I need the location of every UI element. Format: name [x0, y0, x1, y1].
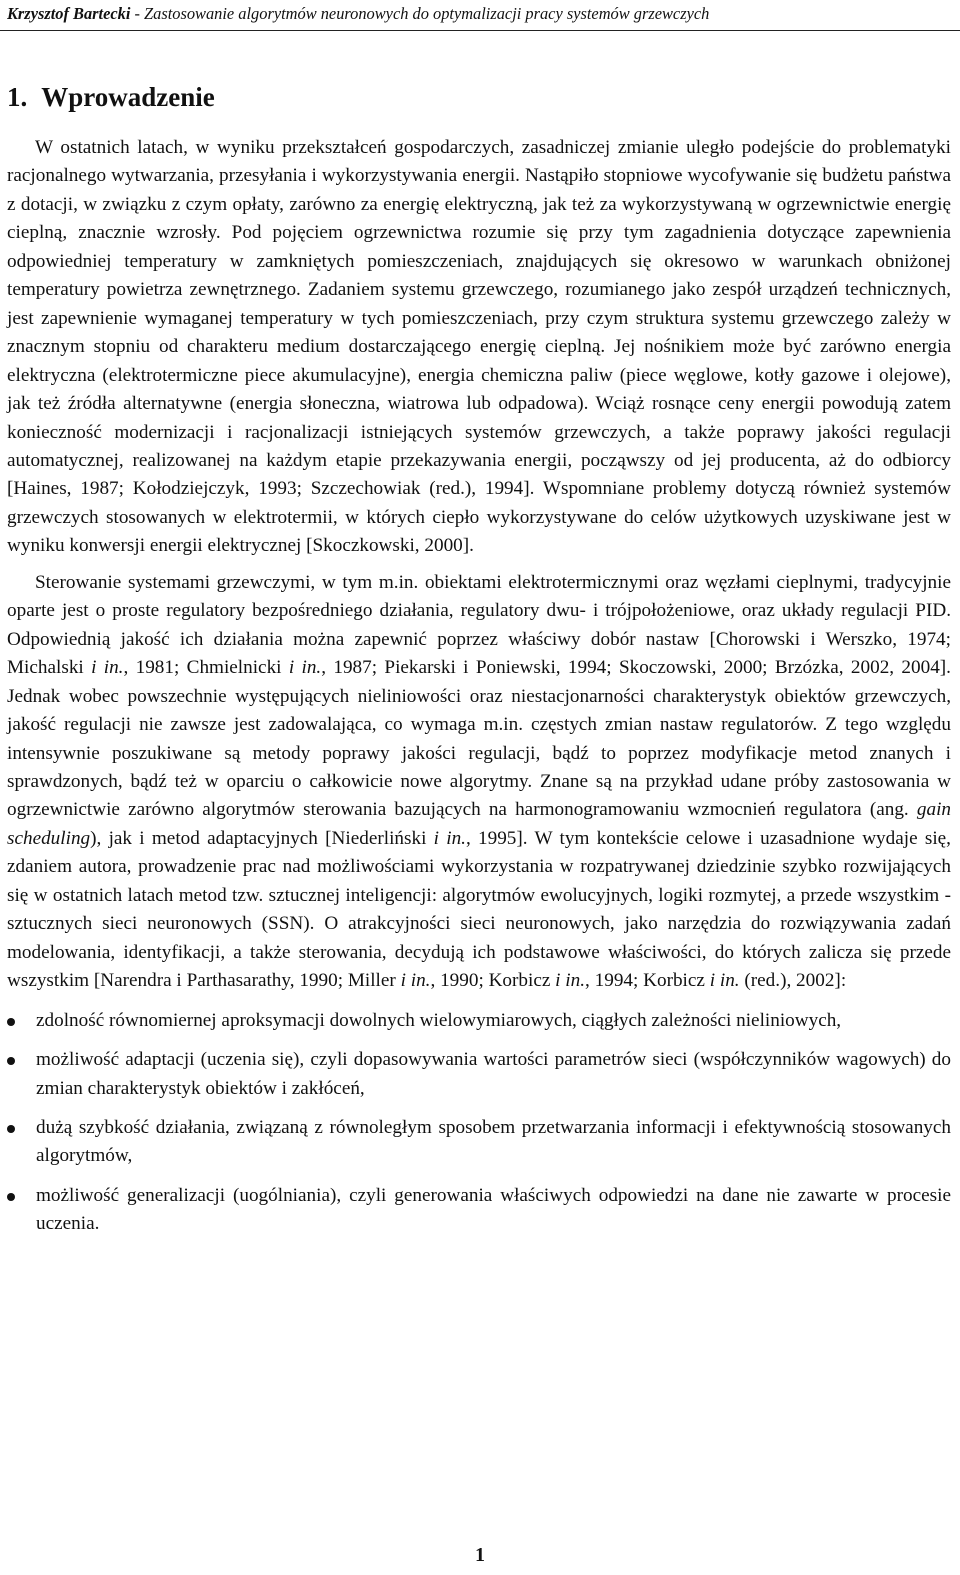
et-al-italic: i in. [400, 970, 431, 992]
property-list [7, 1007, 951, 1239]
paragraph-2-part: (red.), 2002]: [739, 970, 847, 992]
paragraph-2-part: , 1994; Korbicz [585, 970, 710, 992]
gain-scheduling-italic: gain scheduling [7, 799, 951, 849]
body-text [7, 134, 951, 1250]
et-al-italic: i in. [91, 657, 124, 679]
paragraph-1: W ostatnich latach, w wyniku przekształceń gospodarczych, zasadniczej zmianie uległo podejście do problematyki racjonalnego wytwarzania, przesyłania i wykorzystywania energii. Nastąpiło stopniowe wycofywanie się budżetu państwa z dotacji, w związku z czym opłaty, zarówno za energię elektryczną, jak też za wykorzystywaną w ogrzewnictwie energię cieplną, znacznie wzrosły. Pod pojęciem ogrzewnictwa rozumie się przy tym zagadnienia dotyczące zapewnienia odpowiedniej temperatury w zamkniętych pomieszczeniach, znajdujących się okresowo w warunkach obniżonej temperatury powietrza zewnętrznego. Zadaniem systemu grzewczego, rozumianego jako zespół urządzeń technicznych, jest zapewnienie wymaganej temperatury w tych pomieszczeniach, przy czym struktura systemu grzewczego zależy w znacznym stopniu od charakteru medium dostarczającego energię cieplną. Jej nośnikiem może być zarówno energia elektryczna (elektrotermiczne piece akumulacyjne), energia chemiczna paliw (piece węglowe, kotły gazowe i olejowe), jak też źródła alternatywne (energia słoneczna, wiatrowa lub odpadowa). Wciąż rosnące ceny energii powodują zatem konieczność modernizacji i racjonalizacji istniejących systemów grzewczych, a także poprawy jakości regulacji automatycznej, realizowanej na każdym etapie przekazywania energii, począwszy od jej producenta, aż do odbiorcy [Haines, 1987; Kołodziejczyk, 1993; Szczechowiak (red.), 1994]. Wspomniane problemy dotyczą również systemów grzewczych stosowanych w elektrotermii, w których ciepło wykorzystywane do celów użytkowych uzyskiwane jest w wyniku konwersji energii elektrycznej [Skoczkowski, 2000]. [7, 137, 951, 557]
paragraph-2-part: , 1987; Piekarski i Poniewski, 1994; Skoczowski, 2000; Brzózka, 2002, 2004]. Jednak wobec powszechnie występujących nieliniowości oraz niestacjonarności charakterystyk obiektów grzewczych, jakość regulacji nie zawsze jest zadowalająca, co wymaga m.in. częstych zmian nastaw regulatorów. Z tego względu intensywnie poszukiwane są metody poprawy jakości regulacji, bądź to poprzez modyfikacje metod znanych i sprawdzonych, bądź też w oparciu o całkowicie nowe algorytmy. Znane są na przykład udane próby zastosowania w ogrzewnictwie zarówno algorytmów sterowania bazujących na harmonogramowaniu wzmocnień regulatora (ang. [7, 657, 951, 821]
section-heading [7, 81, 215, 113]
paragraph-2-part: , 1995]. W tym kontekście celowe i uzasadnione wydaje się, zdaniem autora, prowadzenie prac nad możliwościami wykorzystania w rozpatrywanej dziedzinie szybko rozwijających się w ostatnich latach metod tzw. sztucznej inteligencji: algorytmów ewolucyjnych, logiki rozmytej, a przede wszystkim - sztucznych sieci neuronowych (SSN). O atrakcyjności sieci neuronowych, jako narzędzia do rozwiązywania zadań modelowania, identyfikacji, a także sterowania, decydują ich podstawowe właściwości, do których zalicza się przede wszystkim [Narendra i Parthasarathy, 1990; Miller [7, 827, 951, 992]
bullet-icon [7, 1125, 15, 1133]
paragraph-2-part: , 1981; Chmielnicki [123, 657, 289, 679]
header-author: Krzysztof Bartecki [7, 4, 131, 23]
paragraph-2-part: Sterowanie systemami grzewczymi, w tym m.in. obiektami elektrotermicznymi oraz węzłami cieplnymi, tradycyjnie oparte jest o proste regulatory bezpośredniego działania, regulatory dwu- i trójpołożeniowe, oraz układy regulacji PID. Odpowiednią jakość ich działania można zapewnić poprzez właściwy dobór nastaw [Chorowski i Werszko, 1974; Michalski [7, 571, 951, 679]
header-rule [0, 30, 960, 31]
running-header [7, 4, 953, 24]
section-number: 1. [7, 82, 28, 112]
list-item-text: dużą szybkość działania, związaną z równoległym sposobem przetwarzania informacji i efektywnością stosowanych algorytmów, [36, 1116, 951, 1167]
et-al-italic: i in. [709, 970, 740, 992]
header-title: Zastosowanie algorytmów neuronowych do optymalizacji pracy systemów grzewczych [144, 4, 710, 23]
et-al-italic: i in. [555, 970, 586, 992]
paragraph-2-part: , 1990; Korbicz [430, 970, 556, 992]
list-item-text: możliwość adaptacji (uczenia się), czyli dopasowywania wartości parametrów sieci (współczynników wagowych) do zmian charakterystyk obiektów i zakłóceń, [36, 1049, 951, 1099]
bullet-icon [7, 1018, 15, 1026]
list-item [7, 1046, 951, 1103]
list-item [7, 1114, 951, 1171]
list-item-text: możliwość generalizacji (uogólniania), czyli generowania właściwych odpowiedzi na dane nie zawarte w procesie uczenia. [36, 1184, 951, 1235]
list-item-text: zdolność równomiernej aproksymacji dowolnych wielowymiarowych, ciągłych zależności nieliniowych, [36, 1009, 842, 1031]
list-item [7, 1182, 951, 1239]
et-al-italic: i in. [433, 827, 466, 849]
paragraph-2-part: ), jak i metod adaptacyjnych [Niederliński [90, 827, 434, 849]
paragraph-2 [7, 569, 951, 996]
page-number: 1 [475, 1544, 485, 1566]
list-item [7, 1007, 951, 1035]
header-separator: - [130, 4, 145, 23]
section-title: Wprowadzenie [41, 82, 215, 112]
et-al-italic: i in. [288, 657, 322, 679]
bullet-icon [7, 1057, 15, 1065]
bullet-icon [7, 1193, 15, 1201]
